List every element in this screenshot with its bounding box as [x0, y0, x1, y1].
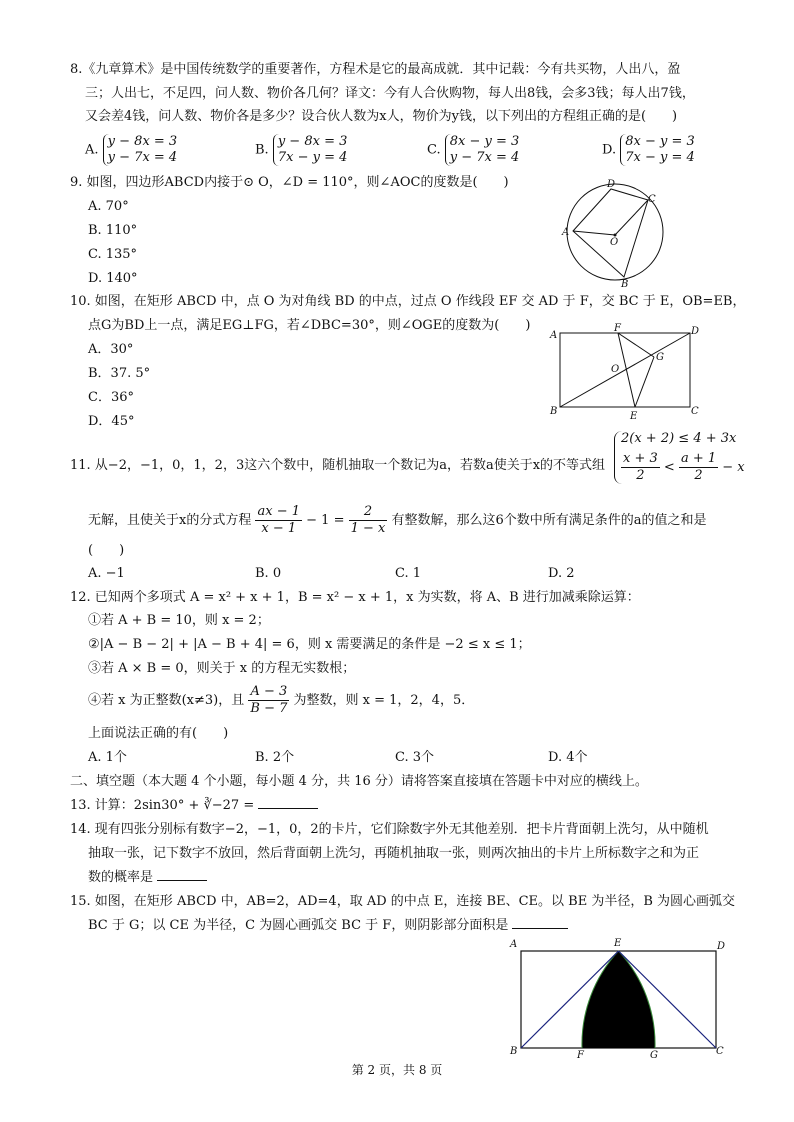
q8-option-b	[255, 134, 347, 166]
q9-stem: 9. 如图，四边形ABCD内接于⊙ O，∠D = 110°，则∠AOC的度数是( )	[70, 175, 509, 190]
label-b: B	[550, 406, 558, 417]
page-number: 第 2 页，共 8 页	[351, 1063, 443, 1077]
label-b: B	[621, 279, 629, 290]
fraction: $\frac{a + 1}{2}$	[680, 451, 717, 483]
answer-blank[interactable]	[512, 928, 568, 929]
q12-statement-2: ②|A − B − 2| + |A − B + 4| = 6，则 x 需要满足的条件是 −2 ≤ x ≤ 1；	[88, 637, 531, 652]
label-o: O	[610, 237, 619, 248]
q8-line3: 又会差4钱，问人数、物价各是多少？设合伙人数为x人，物价为y钱，以下列出的方程组正确的是( )	[85, 109, 678, 124]
text: 为整数，则 x = 1，2，4，5．	[293, 693, 475, 708]
text: BC 于 G；以 CE 为半径，C 为圆心画弧交 BC 于 F，则阴影部分面积是	[88, 918, 509, 933]
q9-circle-figure	[560, 178, 670, 290]
equation: 7x − y = 4	[277, 150, 348, 165]
inequality-1: 2(x + 2) ≤ 4 + 3x	[621, 431, 737, 446]
segment-fg	[618, 333, 654, 357]
equation: y − 8x = 3	[277, 134, 348, 149]
equation-system	[273, 134, 348, 166]
equation-system	[445, 134, 520, 166]
equation: y − 7x = 4	[107, 150, 178, 165]
option-label: D.	[602, 142, 617, 158]
label-e: E	[630, 411, 638, 422]
label-c: C	[691, 406, 699, 417]
q10-option-a: A．30°	[88, 342, 134, 357]
option-label: A.	[85, 142, 99, 158]
equation: y − 8x = 3	[107, 134, 178, 149]
text: ④若 x 为正整数(x≠3)，且	[88, 693, 245, 708]
text: 无解，且使关于x的分式方程	[88, 513, 252, 528]
label-g: G	[650, 1050, 658, 1060]
q12-option-a: A. 1个	[88, 750, 127, 765]
label-a: A	[510, 939, 518, 950]
equation-system	[103, 134, 178, 166]
equation: 8x − y = 3	[449, 134, 520, 149]
q14-line2: 抽取一张，记下数字不放回，然后背面朝上洗匀，再随机抽取一张，则两次抽出的卡片上所标数字之和为正	[88, 846, 700, 861]
q8-line2: 三；人出七，不足四，问人数、物价各几何？译文：今有人合伙购物，每人出8钱，会多3钱；每人出7钱，	[85, 86, 695, 101]
label-o: O	[611, 364, 620, 375]
label-g: G	[656, 352, 664, 363]
diagonal-bd	[560, 333, 690, 407]
answer-blank[interactable]	[157, 880, 207, 881]
q12-question: 上面说法正确的有( )	[88, 726, 229, 741]
q8-option-d	[602, 134, 695, 166]
label-a: A	[550, 330, 558, 341]
q15-line2	[88, 918, 568, 934]
shaded-region	[582, 951, 655, 1048]
q11-option-b: B. 0	[255, 566, 282, 581]
q11-line2	[88, 504, 707, 537]
q10-rectangle-figure	[548, 322, 704, 422]
label-d: D	[691, 326, 700, 337]
text: 有整数解，那么这6个数中所有满足条件的a的值之和是	[391, 513, 707, 528]
q11-inequality-system	[614, 431, 745, 484]
q9-option-b: B. 110°	[88, 223, 138, 238]
q15-line1: 15. 如图，在矩形 ABCD 中，AB=2，AD=4，取 AD 的中点 E，连接 BE、CE。以 BE 为半径，B 为圆心画弧交	[70, 894, 736, 909]
option-label: B.	[255, 142, 269, 158]
quadrilateral-abcd	[573, 189, 648, 277]
fraction: $\frac{A - 3}{B - 7}$	[250, 684, 288, 716]
equation-system	[620, 134, 695, 166]
equation: 8x − y = 3	[625, 134, 695, 149]
q12-statement-4	[88, 684, 474, 717]
fraction: $\frac{ax - 1}{x - 1}$	[257, 504, 300, 536]
q10-line2: 点G为BD上一点，满足EG⊥FG，若∠DBC=30°，则∠OGE的度数为( )	[88, 318, 531, 333]
q12-option-b: B. 2个	[255, 750, 295, 765]
q11-option-a: A. −1	[88, 566, 125, 581]
section-heading: 二、填空题（本大题 4 个小题，每小题 4 分，共 16 分）请将答案直接填在答题卡中对应的横线上。	[70, 774, 648, 789]
label-c: C	[716, 1046, 724, 1057]
segment-ef	[618, 333, 635, 407]
text: 数的概率是	[88, 870, 154, 885]
label-e: E	[614, 938, 622, 949]
text: 13. 计算：2sin30° + ∛−27 =	[70, 798, 255, 813]
segment-ao	[573, 231, 615, 235]
label-f: F	[614, 323, 621, 334]
q13	[70, 798, 318, 814]
text: − 1 =	[306, 513, 345, 528]
q12-option-c: C. 3个	[395, 750, 435, 765]
fraction: $\frac{2}{1 - x}$	[350, 504, 386, 536]
label-f: F	[577, 1050, 584, 1060]
label-c: C	[648, 194, 656, 205]
equation: y − 7x = 4	[449, 150, 520, 165]
inequality-2: $\frac{x + 3}{2}$ < $\frac{a + 1}{2}$ − x	[623, 451, 745, 483]
q14-line3	[88, 870, 207, 886]
q11-option-d: D. 2	[548, 566, 575, 581]
q11-line1: 11. 从−2，−1，0，1，2，3这六个数中，随机抽取一个数记为a，若数a使关于x的不等式组	[70, 458, 606, 473]
equation: 7x − y = 4	[625, 150, 695, 165]
q10-option-d: D．45°	[88, 414, 135, 429]
q10-option-b: B．37. 5°	[88, 366, 151, 381]
q9-option-a: A. 70°	[88, 199, 129, 214]
label-b: B	[510, 1046, 518, 1057]
q8-option-a	[85, 134, 177, 166]
q12-option-d: D. 4个	[548, 750, 588, 765]
option-label: C.	[427, 142, 441, 158]
q14-line1: 14. 现有四张分别标有数字−2，−1，0，2的卡片，它们除数字外无其他差别．把卡片背面朝上洗匀，从中随机	[70, 822, 709, 837]
q9-option-d: D. 140°	[88, 271, 138, 286]
label-d: D	[717, 941, 726, 952]
q12-statement-1: ①若 A + B = 10，则 x = 2；	[88, 613, 270, 628]
q11-answer-paren: ( )	[88, 543, 125, 558]
q10-line1: 10. 如图，在矩形 ABCD 中，点 O 为对角线 BD 的中点，过点 O 作线段 EF 交 AD 于 F，交 BC 于 E，OB=EB，	[70, 294, 746, 309]
q12-stem: 12. 已知两个多项式 A = x² + x + 1，B = x² − x + 1，x 为实数，将 A、B 进行加减乘除运算：	[70, 590, 640, 605]
q8-line1: 8.《九章算术》是中国传统数学的重要著作，方程术是它的最高成就．其中记载：今有共买物，人出八，盈	[70, 62, 681, 77]
q10-option-c: C．36°	[88, 390, 134, 405]
q8-option-c	[427, 134, 519, 166]
answer-blank[interactable]	[258, 808, 318, 809]
segment-eg	[635, 357, 654, 407]
q15-shaded-figure	[508, 936, 730, 1060]
label-d: D	[607, 179, 616, 190]
fraction: $\frac{x + 3}{2}$	[623, 451, 658, 483]
q9-option-c: C. 135°	[88, 247, 138, 262]
label-a: A	[562, 227, 570, 238]
q11-option-c: C. 1	[395, 566, 422, 581]
q12-statement-3: ③若 A × B = 0，则关于 x 的方程无实数根；	[88, 661, 356, 676]
